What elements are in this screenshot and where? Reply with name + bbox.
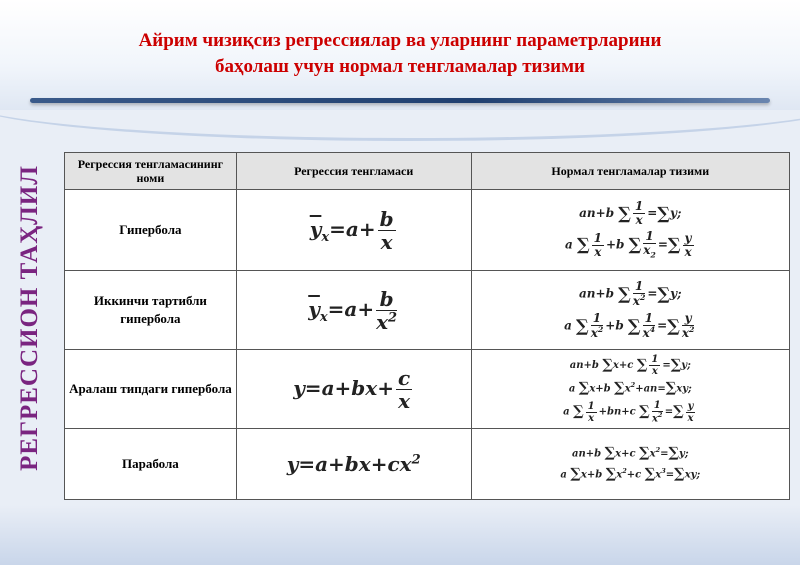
regression-equation xyxy=(236,190,471,271)
row-name: Иккинчи тартибли гипербола xyxy=(65,271,237,350)
regression-equation xyxy=(236,271,471,350)
regression-equation xyxy=(236,350,471,429)
slide-footer-background xyxy=(0,505,800,565)
formula: $\overline{y}_x=a+$ $\frac{b}{x}$ xyxy=(309,206,394,254)
formula: y=a+bx+ $\frac{c}{x}$ xyxy=(293,365,411,413)
table-header-row xyxy=(65,153,790,190)
regression-table xyxy=(64,152,790,500)
slide-title-line-1: Айрим чизиқсиз регрессиялар ва уларнинг параметрларини xyxy=(138,30,662,51)
normal-system xyxy=(471,190,789,271)
formula: $\overline{y}_x=a+$ $\frac{b}{x^2}$ xyxy=(308,286,398,334)
title-divider xyxy=(30,98,770,103)
row-name: Парабола xyxy=(65,429,237,500)
table-row xyxy=(65,190,790,271)
table-row xyxy=(65,350,790,429)
side-label: РЕГРЕССИОН ТАҲЛИЛ xyxy=(16,165,43,471)
normal-system xyxy=(471,429,789,500)
header-name: Регрессия тенгламасининг номи xyxy=(65,153,237,190)
formula: an+b ∑x+c $\sum x^2=\sum y$; a ∑x+b $\sum x^2+c$ $\sum x^3=\sum xy$; xyxy=(560,445,701,482)
header-equation: Регрессия тенгламаси xyxy=(236,153,471,190)
formula: an+b ∑ $\frac{1}{x^2}$ =∑y; a ∑ $\frac{1}{x^2}$ +b ∑ $\frac{1}{x^4}$ =∑ $\frac{y}{x^2}$ xyxy=(564,279,695,340)
normal-system xyxy=(471,271,789,350)
row-name: Гипербола xyxy=(65,190,237,271)
slide-title-line-2: баҳолаш учун нормал тенгламалар тизими xyxy=(215,56,585,77)
header-normal-system: Нормал тенгламалар тизими xyxy=(471,153,789,190)
normal-system xyxy=(471,350,789,429)
slide-title xyxy=(60,28,740,80)
formula: an+b ∑x+c ∑ $\frac{1}{x}$ =∑y; a ∑x+b $\sum x^2+an=\sum xy$; a ∑ $\frac{1}{x}$ +bn+c ∑ $\frac{1}{x^2}$ =∑ $\frac{y}{x}$ xyxy=(563,353,694,425)
table-row xyxy=(65,429,790,500)
row-name: Аралаш типдаги гипербола xyxy=(65,350,237,429)
table-row xyxy=(65,271,790,350)
formula: an+b ∑ $\frac{1}{x}$ =∑y; a ∑ $\frac{1}{x}$ +b ∑ $\frac{1}{x_2}$ =∑ $\frac{y}{x}$ xyxy=(565,198,692,260)
formula: $y=a+bx+cx^2$ xyxy=(286,452,421,476)
regression-equation xyxy=(236,429,471,500)
